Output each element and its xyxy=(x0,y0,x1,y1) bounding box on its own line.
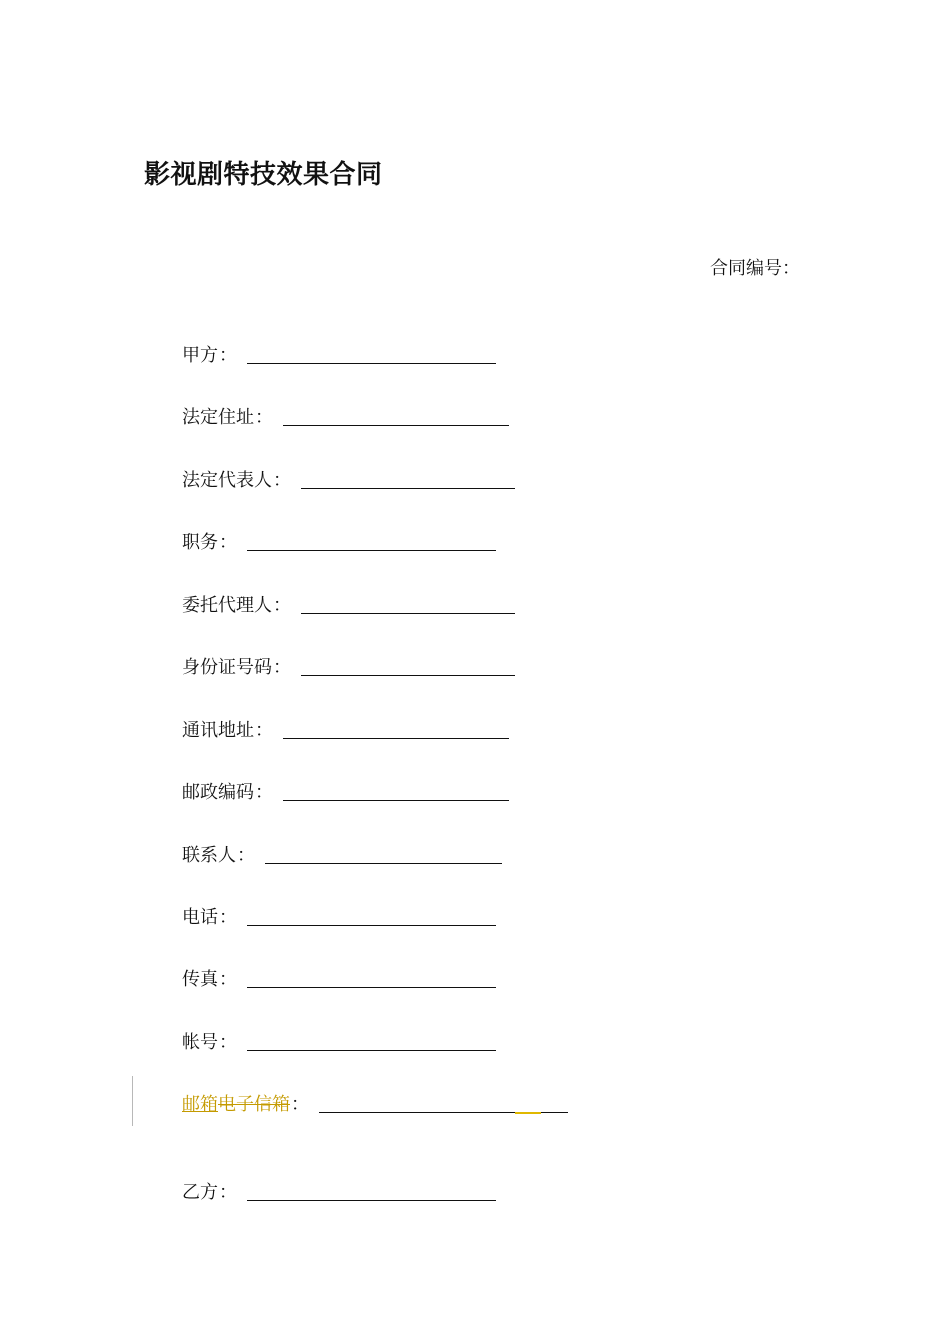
blank-line[interactable] xyxy=(247,345,496,364)
field-phone: 电话 ： xyxy=(182,903,496,929)
field-label: 传真 xyxy=(182,969,218,990)
field-legal-address: 法定住址 ： xyxy=(182,403,509,429)
blank-line[interactable] xyxy=(283,720,509,739)
field-label: 法定代表人 xyxy=(182,470,272,491)
field-position: 职务 ： xyxy=(182,528,496,554)
blank-line[interactable] xyxy=(265,845,502,864)
field-legal-representative: 法定代表人 ： xyxy=(182,466,515,492)
field-label: 联系人 xyxy=(182,845,236,866)
field-label: 电话 xyxy=(182,907,218,928)
inserted-text: 邮箱 xyxy=(182,1094,218,1115)
field-fax: 传真 ： xyxy=(182,965,496,991)
field-postal-code: 邮政编码 ： xyxy=(182,778,509,804)
blank-line[interactable] xyxy=(319,1094,568,1113)
field-label: 甲方 xyxy=(182,345,218,366)
field-label xyxy=(182,1094,290,1116)
field-mailing-address: 通讯地址 ： xyxy=(182,716,509,742)
field-label: 乙方 xyxy=(182,1182,218,1203)
field-party-a: 甲方 ： xyxy=(182,341,496,367)
field-authorized-agent: 委托代理人 ： xyxy=(182,591,515,617)
blank-line[interactable] xyxy=(247,1032,496,1051)
blank-line[interactable] xyxy=(247,532,496,551)
change-bar xyxy=(132,1076,133,1126)
blank-line[interactable] xyxy=(247,1182,496,1201)
blank-line[interactable] xyxy=(301,470,515,489)
revision-mark xyxy=(515,1112,541,1114)
field-account: 帐号 ： xyxy=(182,1028,496,1054)
blank-line[interactable] xyxy=(301,657,515,676)
field-id-number: 身份证号码 ： xyxy=(182,653,515,679)
deleted-text: 电子信箱 xyxy=(218,1094,290,1115)
blank-line[interactable] xyxy=(247,969,496,988)
field-label: 帐号 xyxy=(182,1032,218,1053)
blank-line[interactable] xyxy=(301,595,515,614)
document-title: 影视剧特技效果合同 xyxy=(144,160,383,190)
field-email: 邮箱电子信箱 ： xyxy=(182,1090,568,1116)
field-label: 委托代理人 xyxy=(182,595,272,616)
blank-line[interactable] xyxy=(283,782,509,801)
field-label: 职务 xyxy=(182,532,218,553)
field-contact-person: 联系人 ： xyxy=(182,841,502,867)
field-label: 邮政编码 xyxy=(182,782,254,803)
blank-line[interactable] xyxy=(247,907,496,926)
field-label: 法定住址 xyxy=(182,407,254,428)
field-party-b: 乙方 ： xyxy=(182,1178,496,1204)
field-label: 身份证号码 xyxy=(182,657,272,678)
blank-line[interactable] xyxy=(283,407,509,426)
contract-number-label: 合同编号： xyxy=(710,258,800,279)
field-label: 通讯地址 xyxy=(182,720,254,741)
